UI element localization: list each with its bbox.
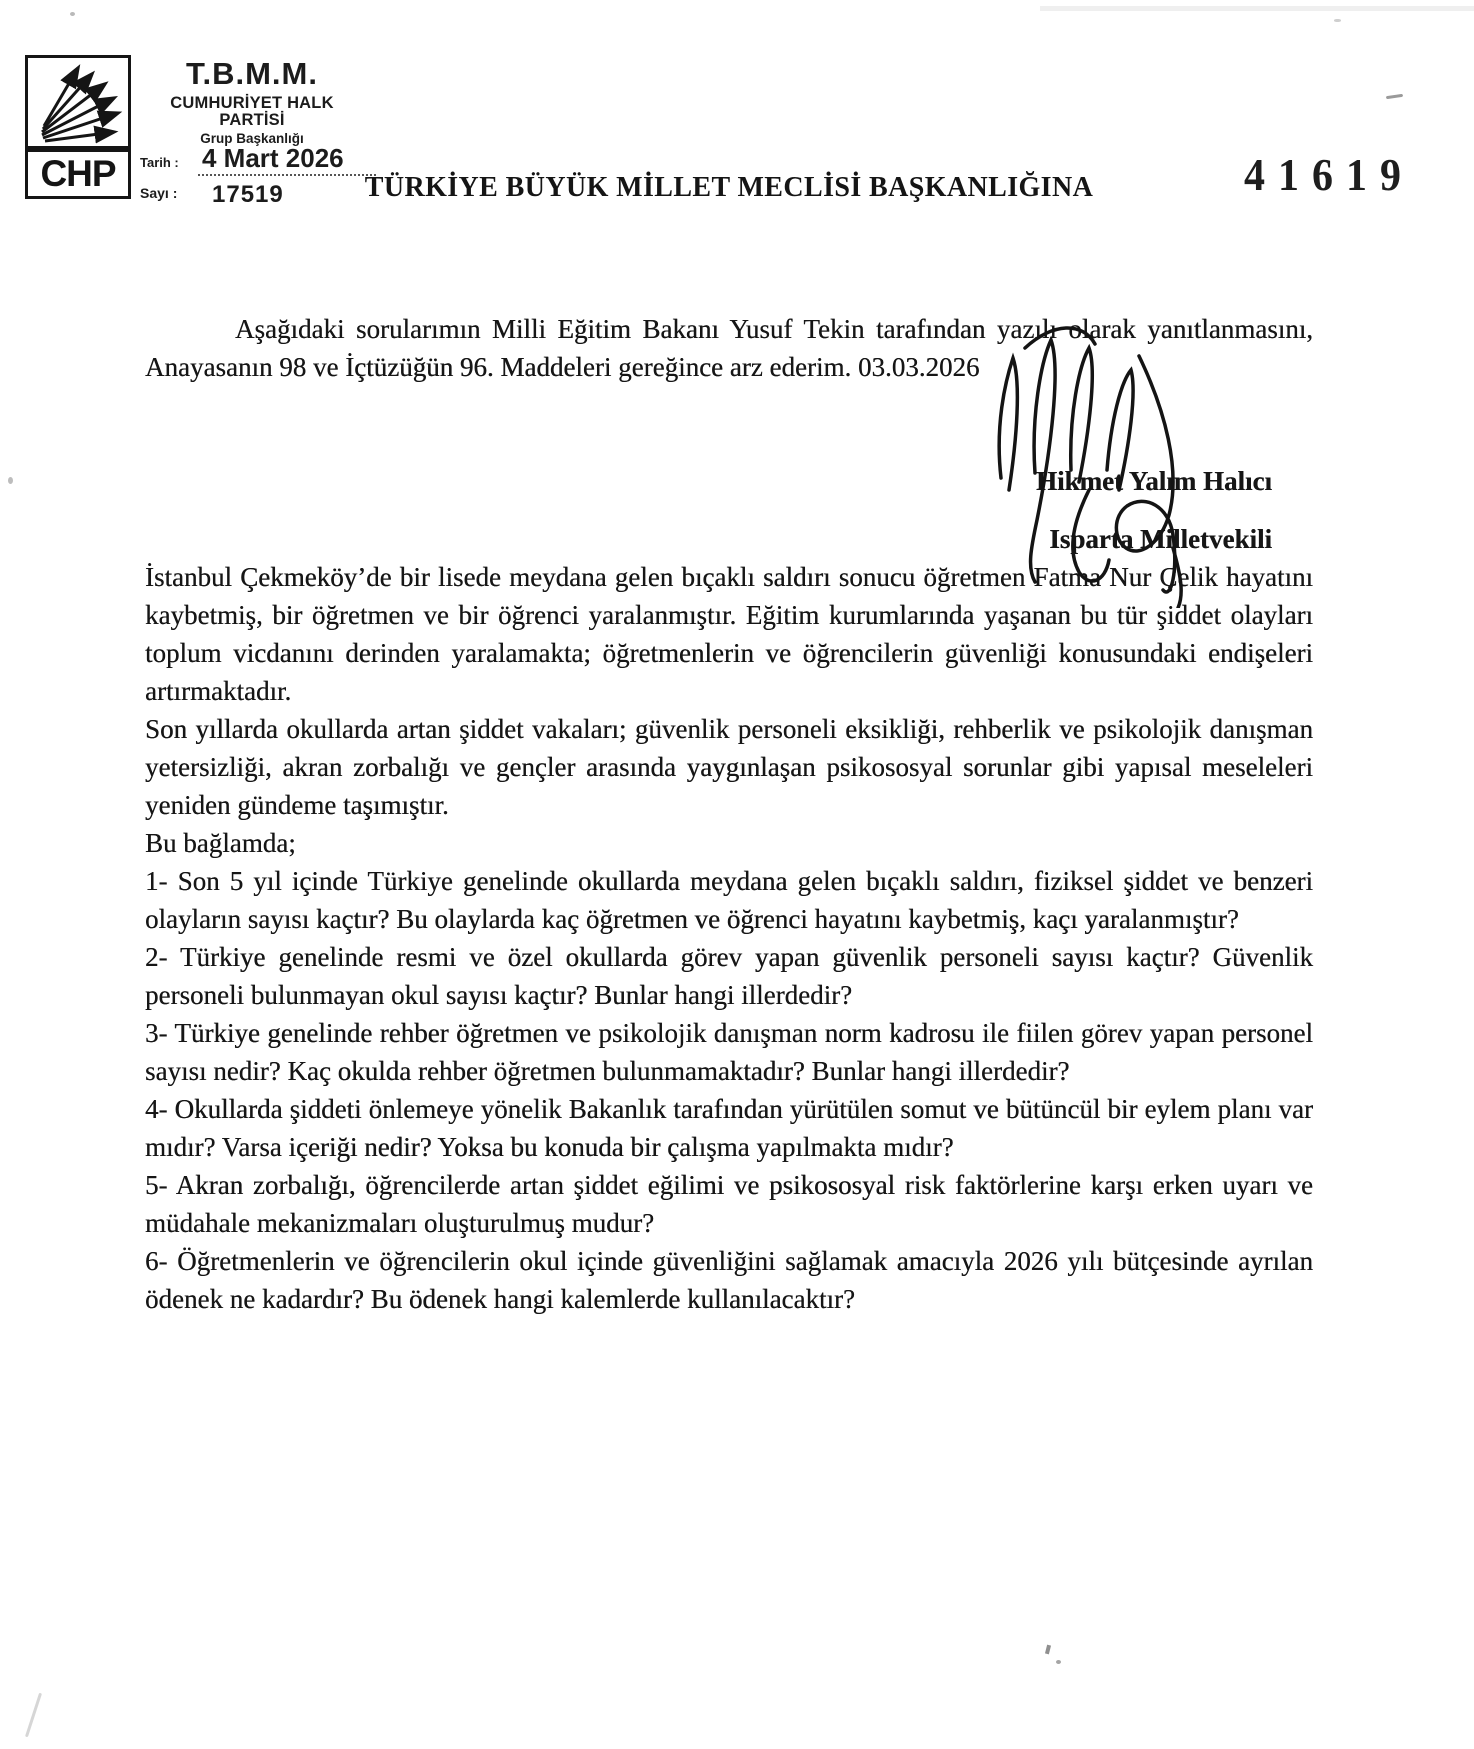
scan-artifact — [1386, 94, 1403, 99]
document-body — [145, 310, 1313, 1318]
question-item: 4- Okullarda şiddeti önlemeye yönelik Bakanlık tarafından yürütülen somut ve bütüncül bir eylem planı var mıdır? Varsa içeriği nedir? Yoksa bu konuda bir çalışma yapılmakta mıdır? — [145, 1094, 1313, 1162]
date-label: Tarih : — [140, 155, 179, 170]
question-item: 3- Türkiye genelinde rehber öğretmen ve psikolojik danışman norm kadrosu ile fiilen görev yapan personel sayısı nedir? Kaç okulda rehber öğretmen bulunmamaktadır? Bunlar hangi illerdedir? — [145, 1018, 1313, 1086]
question-item: 5- Akran zorbalığı, öğrencilerde artan şiddet eğilimi ve psikososyal risk faktörlerine karşı erken uyarı ve müdahale mekanizmaları oluşturulmuş mudur? — [145, 1170, 1313, 1238]
scan-artifact — [70, 12, 75, 16]
scan-artifact — [1056, 1660, 1061, 1664]
scan-artifact — [25, 1693, 42, 1738]
chp-party-logo — [25, 55, 131, 199]
preamble-paragraph: Aşağıdaki sorularımın Milli Eğitim Bakanı Yusuf Tekin tarafından yazılı olarak yanıtlanmasını, Anayasanın 98 ve İçtüzüğün 96. Maddeleri gereğince arz ederim. 03.03.2026 — [145, 314, 1313, 382]
scan-artifact — [1334, 19, 1341, 22]
body-paragraph: Bu bağlamda; — [145, 828, 296, 858]
six-arrows-icon — [25, 55, 131, 149]
question-item: 6- Öğretmenlerin ve öğrencilerin okul içinde güvenliğini sağlamak amacıyla 2026 yılı bütçesinde ayrılan ödenek ne kadardır? Bu ödenek hangi kalemlerde kullanılacaktır? — [145, 1246, 1313, 1314]
group-name: Grup Başkanlığı — [200, 131, 304, 147]
date-value: 4 Mart 2026 — [202, 143, 344, 173]
org-title: T.B.M.M. — [186, 56, 318, 91]
chp-logo-label: CHP — [25, 148, 131, 199]
signer-name: Hikmet Yalım Halıcı — [1036, 466, 1272, 496]
question-item: 2- Türkiye genelinde resmi ve özel okullarda görev yapan güvenlik personeli sayısı kaçtır? Güvenlik personeli bulunmayan okul sayısı kaçtır? Bunlar hangi illerdedir? — [145, 942, 1313, 1010]
party-name: CUMHURİYET HALK PARTİSİ — [170, 93, 334, 129]
number-label: Sayı : — [140, 185, 178, 201]
registry-stamp-number: 41619 — [1244, 151, 1414, 201]
scan-artifact — [1045, 1645, 1051, 1655]
letterhead — [138, 58, 366, 146]
signature-block — [145, 462, 1313, 558]
number-value: 17519 — [212, 181, 284, 208]
question-item: 1- Son 5 yıl içinde Türkiye genelinde okullarda meydana gelen bıçaklı saldırı, fiziksel şiddet ve benzeri olayların sayısı kaçtır? Bu olaylarda kaç öğretmen ve öğrenci hayatını kaybetmiş, kaçı yaralanmıştır? — [145, 866, 1313, 934]
scan-artifact — [1040, 6, 1474, 11]
body-paragraph: İstanbul Çekmeköy’de bir lisede meydana gelen bıçaklı saldırı sonucu öğretmen Fatma Nur Çelik hayatını kaybetmiş, bir öğretmen ve bir öğrenci yaralanmıştır. Eğitim kurumlarında yaşanan bu tür şiddet olayları toplum vicdanını derinden yaralamakta; öğretmenlerin ve öğrencilerin güvenliği konusundaki endişeleri artırmaktadır. — [145, 562, 1313, 706]
scan-artifact — [8, 477, 13, 484]
body-paragraph: Son yıllarda okullarda artan şiddet vakaları; güvenlik personeli eksikliği, rehberlik ve psikolojik danışman yetersizliği, akran zorbalığı ve gençler arasında yaygınlaşan psikososyal sorunlar gibi yapısal meseleleri yeniden gündeme taşımıştır. — [145, 714, 1313, 820]
signer-title: Isparta Milletvekili — [1049, 524, 1272, 554]
document-title: TÜRKİYE BÜYÜK MİLLET MECLİSİ BAŞKANLIĞINA — [364, 172, 1094, 203]
